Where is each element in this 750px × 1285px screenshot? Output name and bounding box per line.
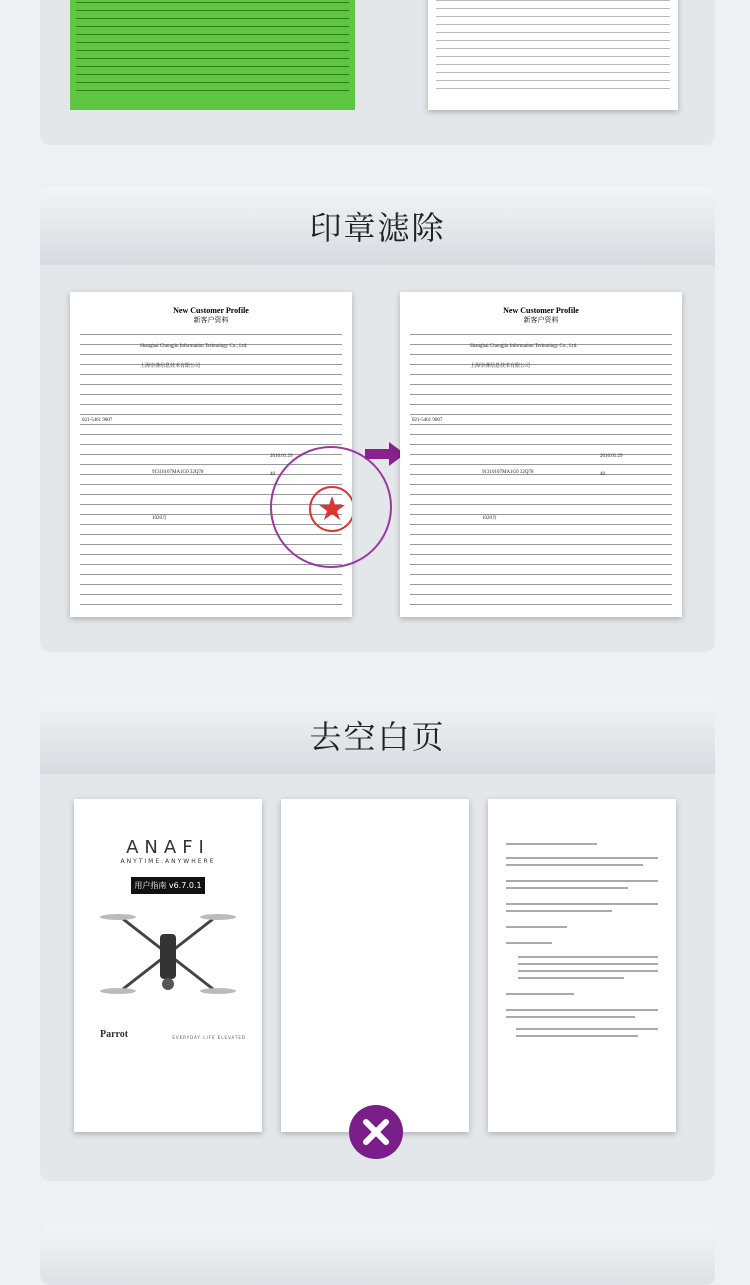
- maker-logo: Parrot: [100, 1029, 129, 1040]
- brand-tagline: ANYTIME.ANYWHERE: [120, 858, 216, 865]
- section-header: [40, 1225, 715, 1285]
- license: 91310107MA1G0 32Q78: [152, 470, 204, 475]
- license: 91310107MA1G0 32Q78: [482, 470, 534, 475]
- guide-title: 用户指南 v6.7.0.1: [131, 877, 205, 894]
- cover-footer: EVERYDAY LIFE ELEVATED: [172, 1035, 246, 1040]
- telephone: 021-5461 9007: [412, 418, 443, 423]
- date: 2016.01.29: [270, 454, 293, 459]
- doc-title: New Customer Profile: [503, 306, 579, 315]
- company-name: Shanghai Chongjin Information Technology Co., Ltd.: [140, 344, 248, 349]
- doc-title: New Customer Profile: [173, 306, 249, 315]
- remove-x-icon: [348, 1104, 404, 1160]
- section-header: [40, 696, 715, 774]
- date: 2016.01.29: [600, 454, 623, 459]
- blank-page-removal-card: [40, 696, 715, 1181]
- doc-subtitle: 新客户资料: [193, 316, 229, 324]
- top-card: [40, 0, 715, 145]
- telephone: 021-5461 9007: [82, 418, 113, 423]
- section-header: [40, 187, 715, 265]
- blank-page: [281, 799, 469, 1132]
- processed-document: [400, 292, 682, 617]
- doc-subtitle: 新客户资料: [523, 316, 559, 324]
- brand-name: ANAFI: [126, 837, 210, 858]
- arrow-right-icon: [365, 442, 405, 466]
- stamp-removal-card: [40, 187, 715, 652]
- section-title: 去空白页: [309, 718, 446, 756]
- text-page: [488, 799, 676, 1132]
- company-name-cn: 上海崇谨信息技术有限公司: [140, 364, 201, 369]
- employees: 40: [270, 472, 275, 477]
- section-title: 印章滤除: [309, 209, 446, 247]
- capital: 1020万: [152, 516, 168, 521]
- bottom-card: [40, 1225, 715, 1285]
- company-name-cn: 上海崇谨信息技术有限公司: [470, 364, 531, 369]
- employees: 40: [600, 472, 605, 477]
- capital: 1020万: [482, 516, 498, 521]
- drone-icon: [98, 899, 238, 1009]
- company-name: Shanghai Chongjin Information Technology Co., Ltd.: [470, 344, 578, 349]
- green-sheet-preview: [70, 0, 355, 110]
- clean-sheet-preview: [428, 0, 678, 110]
- cover-page: [74, 799, 262, 1132]
